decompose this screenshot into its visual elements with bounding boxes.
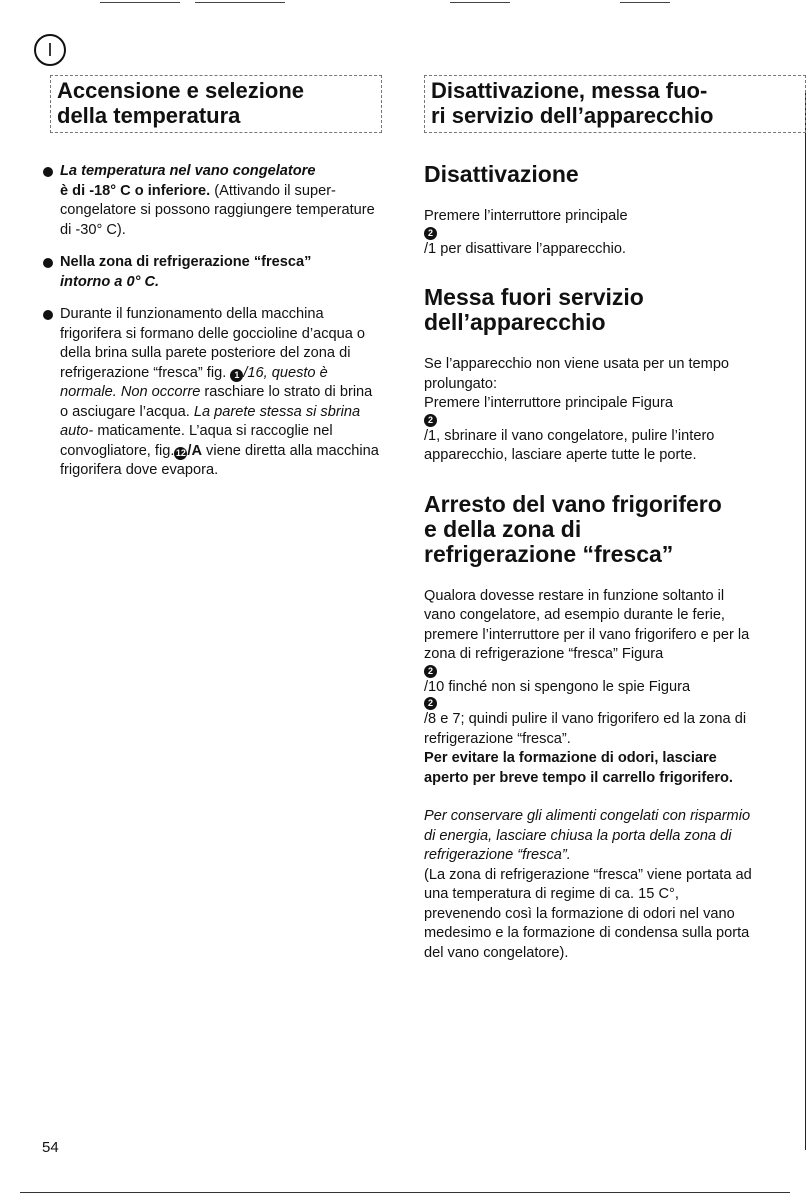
- figure-number-icon: 2: [424, 414, 437, 427]
- page-number: 54: [42, 1139, 59, 1156]
- odor-warning: Per evitare la formazione di odori, lasciare aperto per breve tempo il carrello frigorifero.: [424, 750, 733, 786]
- paragraph-arresto-vano: Qualora dovesse restare in funzione soltanto il vano congelatore, ad esempio durante le ferie, premere l’interruttore per il vano frigorifero e per la zona di refrigerazione “fresca” Figura 2 /10 finché non si spengono le spie Figura 2 /8 e 7; quindi pulire il vano frigorifero ed la zona di refrigerazione “fresca”. Per evitare la formazione di odori, lasciare aperto per breve tempo il carrello frigorifero.: [424, 587, 759, 789]
- bottom-rule: [20, 1192, 790, 1193]
- scan-edge: [805, 90, 806, 1150]
- country-code-badge: I: [34, 34, 66, 66]
- bullet-freezer-temperature: La temperatura nel vano congelatore è di -18° C o inferiore. (Attivando il super-congelatore si possono raggiungere temperature di -30° C).: [43, 162, 381, 240]
- right-column: [424, 162, 759, 963]
- left-section-heading: Accensione e selezione della temperatura: [50, 75, 382, 133]
- figure-number-icon: 2: [424, 697, 437, 710]
- paragraph-energy-saving: Per conservare gli alimenti congelati con risparmio di energia, lasciare chiusa la porta della zona di refrigerazione “fresca”. (La zona di refrigerazione “fresca” viene portata ad una temperatura di regime di ca. 15 C°, prevenendo così la formazione di odori nel vano medesimo e la formazione di condensa sulla porta del vano congelatore).: [424, 808, 752, 961]
- top-rule: [195, 2, 285, 3]
- paragraph-messa-fuori-servizio: Se l’apparecchio non viene usata per un tempo prolungato: Premere l’interruttore principale Figura 2 /1, sbrinare il vano congelatore, pulire l’intero apparecchio, lasciare aperte tutte le porte.: [424, 356, 730, 463]
- heading-messa-fuori-servizio: Messa fuori servizio dell’apparecchio: [424, 284, 644, 335]
- bullet-fresh-zone: Nella zona di refrigerazione “fresca” intorno a 0° C.: [43, 253, 381, 292]
- figure-number-icon: 2: [424, 665, 437, 678]
- bullet-defrost-info: Durante il funzionamento della macchina frigorifera si formano delle goccioline d’acqua o della brina sulla parete posteriore del zona di refrigerazione “fresca” fig. 1 /16, questo è normale. Non occorre raschiare lo strato di brina o asciugare l’acqua. La parete stessa si sbrina auto- maticamente. L’aqua si raccoglie nel convogliatore, fig.12 /A viene diretta alla macchina frigorifera dove evapora.: [43, 305, 381, 481]
- top-rule: [100, 2, 180, 3]
- figure-number-icon: 12: [175, 447, 186, 458]
- right-section-heading: Disattivazione, messa fuo- ri servizio dell’apparecchio: [424, 75, 806, 133]
- top-rule: [450, 2, 510, 3]
- left-column: [43, 162, 381, 494]
- top-rule: [620, 2, 670, 3]
- paragraph-disattivazione: Premere l’interruttore principale 2 /1 per disattivare l’apparecchio.: [424, 208, 628, 257]
- heading-arresto-vano: Arresto del vano frigorifero e della zona di refrigerazione “fresca”: [424, 490, 722, 567]
- heading-disattivazione: Disattivazione: [424, 161, 579, 187]
- figure-number-icon: 2: [424, 227, 437, 240]
- figure-number-icon: 1: [230, 369, 243, 382]
